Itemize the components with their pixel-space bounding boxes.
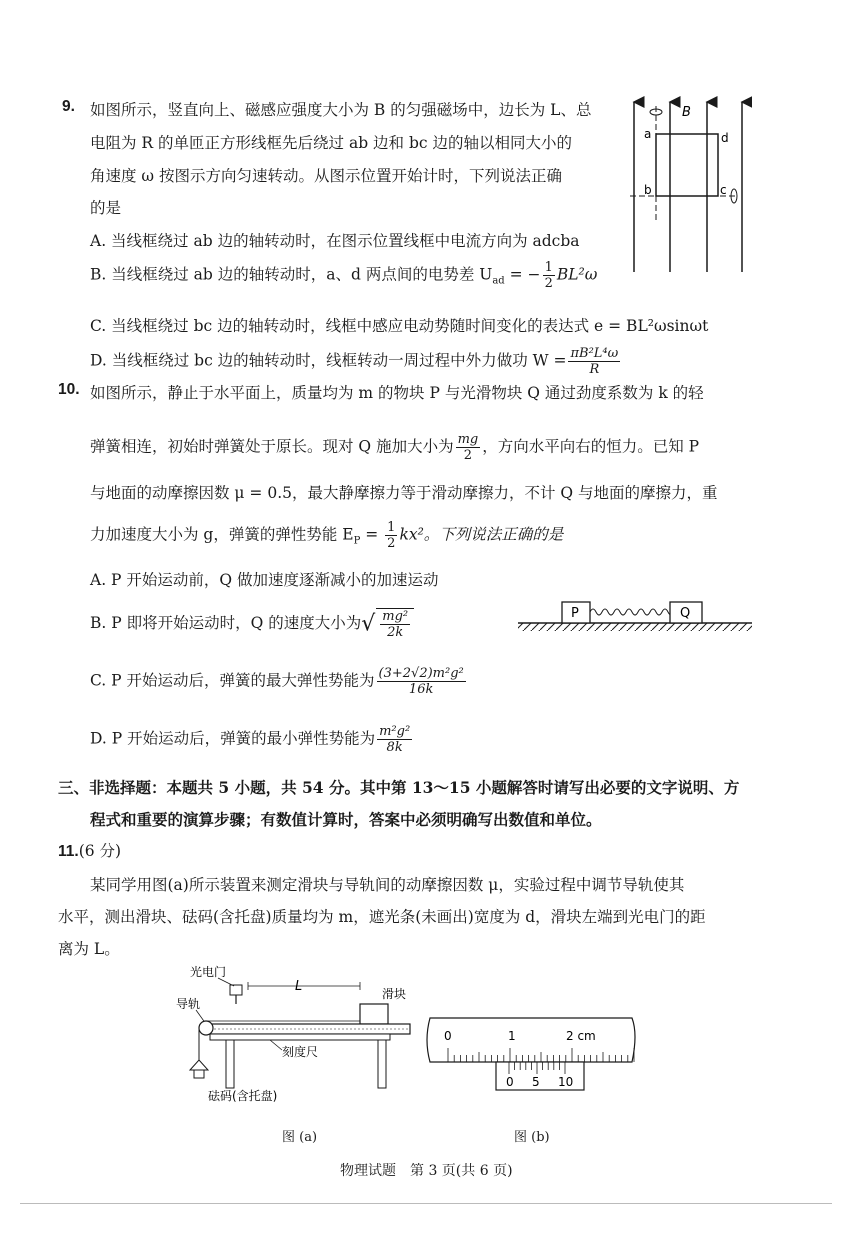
q11-stem-line2: 水平，测出滑块、砝码(含托盘)质量均为 m，遮光条(未画出)宽度为 d，滑块左端到光电门的距 [58, 908, 706, 926]
q10-stem-line4: 力加速度大小为 g，弹簧的弹性势能 $E_P$ = $\frac{1}{2}$ kx²。下列说法正确的是 [90, 520, 564, 551]
q9-number: 9. [62, 98, 75, 115]
ground-hatch [518, 623, 752, 631]
block-q-label: Q [680, 606, 691, 621]
q10-stem-line1: 如图所示，静止于水平面上，质量均为 m 的物块 P 与光滑物块 Q 通过劲度系数为 k 的轻 [90, 384, 704, 402]
figure-b-caption: 图 (b) [514, 1130, 550, 1145]
vernier-label-10: 10 [558, 1075, 574, 1089]
table-top [210, 1034, 390, 1040]
vernier-label-0: 0 [506, 1075, 514, 1089]
table-leg-right [378, 1040, 386, 1088]
q10-stem-line2: 弹簧相连，初始时弹簧处于原长。现对 Q 施加大小为 $\frac{mg}{2}$ ，方向水平向右的恒力。已知 P [90, 432, 700, 463]
q10-stem-line3: 与地面的动摩擦因数 μ = 0.5，最大静摩擦力等于滑动摩擦力，不计 Q 与地面的摩擦力，重 [90, 484, 718, 502]
block-p-label: P [571, 606, 579, 621]
page-footer: 物理试题 第 3 页(共 6 页) [340, 1163, 513, 1179]
q9-stem-line1: 如图所示，竖直向上、磁感应强度大小为 B 的匀强磁场中，边长为 L、总 [90, 101, 592, 119]
main-label-1: 1 [508, 1029, 516, 1043]
main-scale-body [427, 1018, 635, 1062]
vertex-d: d [721, 131, 729, 145]
square-coil [656, 134, 718, 196]
q9-option-b: B. 当线框绕过 ab 边的轴转动时，a、d 两点间的电势差 $U_{ad}$ = − $\frac{1}{2}$ BL²ω [90, 260, 598, 291]
q11-stem-line3: 离为 L。 [58, 940, 120, 958]
q9-option-a: A. 当线框绕过 ab 边的轴转动时，在图示位置线框中电流方向为 adcba [90, 232, 580, 250]
q10-option-d: D. P 开始运动后，弹簧的最小弹性势能为 $\frac{\text{m²g²}}{8k}$ [90, 724, 411, 755]
main-label-0: 0 [444, 1029, 452, 1043]
weight-hanger-icon [190, 1060, 208, 1070]
q11-figure-a [170, 960, 420, 1110]
photogate-icon [230, 985, 242, 995]
q10-figure [516, 598, 756, 638]
section3-heading-line2: 程式和重要的演算步骤；有数值计算时，答案中必须明确写出数值和单位。 [90, 810, 602, 829]
vertex-a: a [644, 127, 652, 141]
q9-option-d: D. 当线框绕过 bc 边的轴转动时，线框转动一周过程中外力做功 W = $\frac{\text{πB²L⁴ω}}{R}$ [90, 346, 619, 377]
q11-figure-b [424, 1012, 640, 1102]
slider-block [360, 1004, 388, 1024]
label-slider: 滑块 [382, 987, 407, 1001]
field-label-b: B [682, 105, 691, 120]
table-leg-left [226, 1040, 234, 1088]
q10-option-b: B. P 即将开始运动时，Q 的速度大小为√ $\frac{\text{mg²}}{2k}$ [90, 608, 414, 640]
vertex-b: b [644, 183, 652, 197]
label-rail: 导轨 [176, 997, 201, 1011]
label-l: L [295, 979, 303, 994]
vernier-label-5: 5 [532, 1075, 540, 1089]
label-photogate: 光电门 [190, 965, 227, 979]
q10-option-c: C. P 开始运动后，弹簧的最大弹性势能为 $\frac{\text{(3+2√2)m²g²}}{16k}$ [90, 666, 464, 697]
q9-figure [622, 92, 752, 280]
label-ruler: 刻度尺 [282, 1045, 319, 1059]
q9-option-c: C. 当线框绕过 bc 边的轴转动时，线框中感应电动势随时间变化的表达式 e = BL²ωsinωt [90, 317, 709, 335]
q11-header: 11.(6 分) [58, 842, 122, 860]
q9-stem-line4: 的是 [90, 199, 122, 217]
q11-stem-line1: 某同学用图(a)所示装置来测定滑块与导轨间的动摩擦因数 μ，实验过程中调节导轨使其 [90, 876, 685, 894]
figure-a-caption: 图 (a) [282, 1130, 318, 1145]
vertex-c: c [720, 183, 727, 197]
pulley-icon [199, 1021, 213, 1035]
q9-stem-line3: 角速度 ω 按图示方向匀速转动。从图示位置开始计时，下列说法正确 [90, 167, 562, 185]
main-label-2: 2 cm [566, 1029, 596, 1043]
section3-heading-line1: 三、非选择题：本题共 5 小题，共 54 分。其中第 13～15 小题解答时请写出必要的文字说明、方 [58, 778, 740, 797]
q10-option-a: A. P 开始运动前，Q 做加速度逐渐减小的加速运动 [90, 571, 439, 589]
q9-stem-line2: 电阻为 R 的单匝正方形线框先后绕过 ab 边和 bc 边的轴以相同大小的 [90, 134, 573, 152]
q10-number: 10. [58, 381, 80, 398]
label-weights: 砝码(含托盘) [208, 1089, 278, 1103]
footer-divider [20, 1203, 832, 1204]
